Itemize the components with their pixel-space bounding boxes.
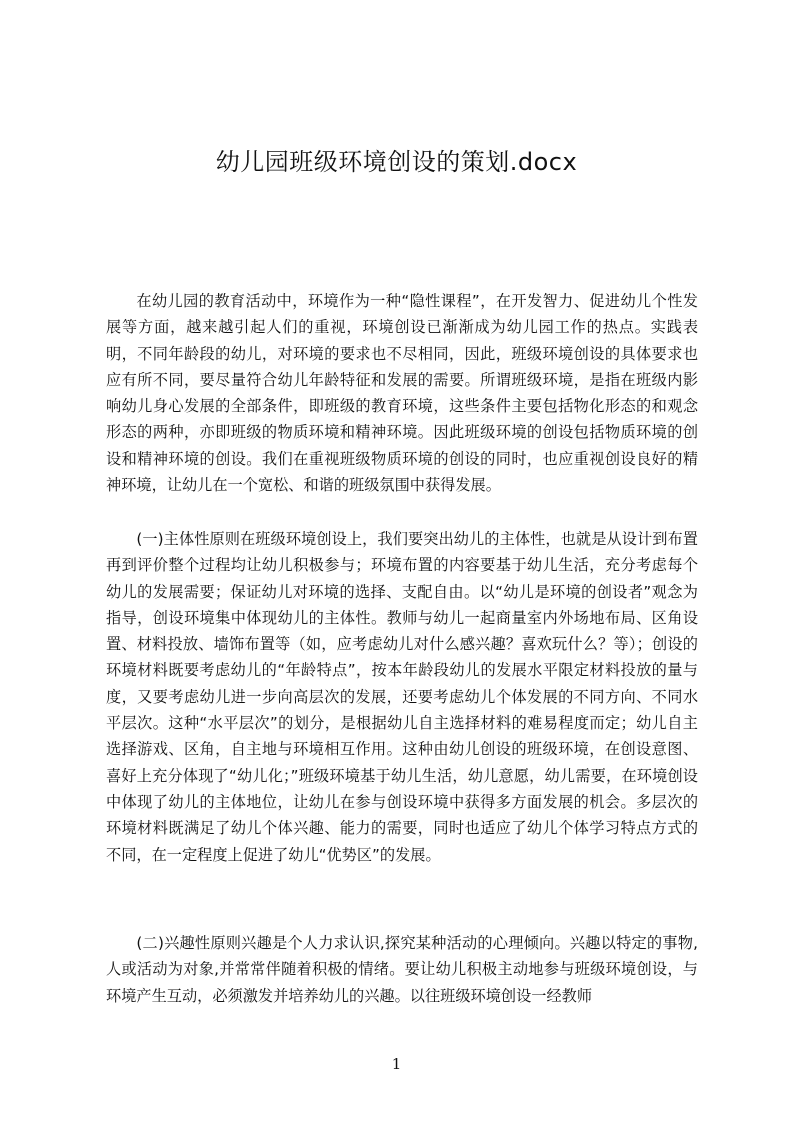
paragraph-intro: 在幼儿园的教育活动中，环境作为一种“隐性课程”，在开发智力、促进幼儿个性发展等方面，越来越引起人们的重视，环境创设已渐渐成为幼儿园工作的热点。实践表明，不同年龄段的幼儿，对环境的要求也不尽相同，因此，班级环境创设的具体要求也应有所不同，要尽量符合幼儿年龄特征和发展的需要。所谓班级环境，是指在班级内影响幼儿身心发展的全部条件，即班级的教育环境，这些条件主要包括物化形态的和观念形态的两种，亦即班级的物质环境和精神环境。因此班级环境的创设包括物质环境的创设和精神环境的创设。我们在重视班级物质环境的创设的同时，也应重视创设良好的精神环境，让幼儿在一个宽松、和谐的班级氛围中获得发展。 xyxy=(106,292,698,495)
page-number: 1 xyxy=(391,1055,402,1073)
paragraph-interest-principle: (二)兴趣性原则兴趣是个人力求认识,探究某种活动的心理倾向。兴趣以特定的事物,人或活动为对象,并常常伴随着积极的情绪。要让幼儿积极主动地参与班级环境创设，与环境产生互动，必须激发并培养幼儿的兴趣。以往班级环境创设一经教师 xyxy=(106,934,698,1005)
paragraph-subjectivity-principle: (一)主体性原则在班级环境创设上，我们要突出幼儿的主体性，也就是从设计到布置再到评价整个过程均让幼儿积极参与；环境布置的内容要基于幼儿生活，充分考虑每个幼儿的发展需要；保证幼儿对环境的选择、支配自由。以“幼儿是环境的创设者”观念为指导，创设环境集中体现幼儿的主体性。教师与幼儿一起商量室内外场地布局、区角设置、材料投放、墙饰布置等（如，应考虑幼儿对什么感兴趣？喜欢玩什么？等）；创设的环境材料既要考虑幼儿的“年龄特点”，按本年龄段幼儿的发展水平限定材料投放的量与度，又要考虑幼儿进一步向高层次的发展，还要考虑幼儿个体发展的不同方向、不同水平层次。这种“水平层次”的划分，是根据幼儿自主选择材料的难易程度而定；幼儿自主选择游戏、区角，自主地与环境相互作用。这种由幼儿创设的班级环境，在创设意图、喜好上充分体现了“幼儿化；”班级环境基于幼儿生活，幼儿意愿，幼儿需要，在环境创设中体现了幼儿的主体地位，让幼儿在参与创设环境中获得多方面发展的机会。多层次的环境材料既满足了幼儿个体兴趣、能力的需要，同时也适应了幼儿个体学习特点方式的不同，在一定程度上促进了幼儿“优势区”的发展。 xyxy=(106,530,698,864)
document-title: 幼儿园班级环境创设的策划.docx xyxy=(215,148,578,176)
